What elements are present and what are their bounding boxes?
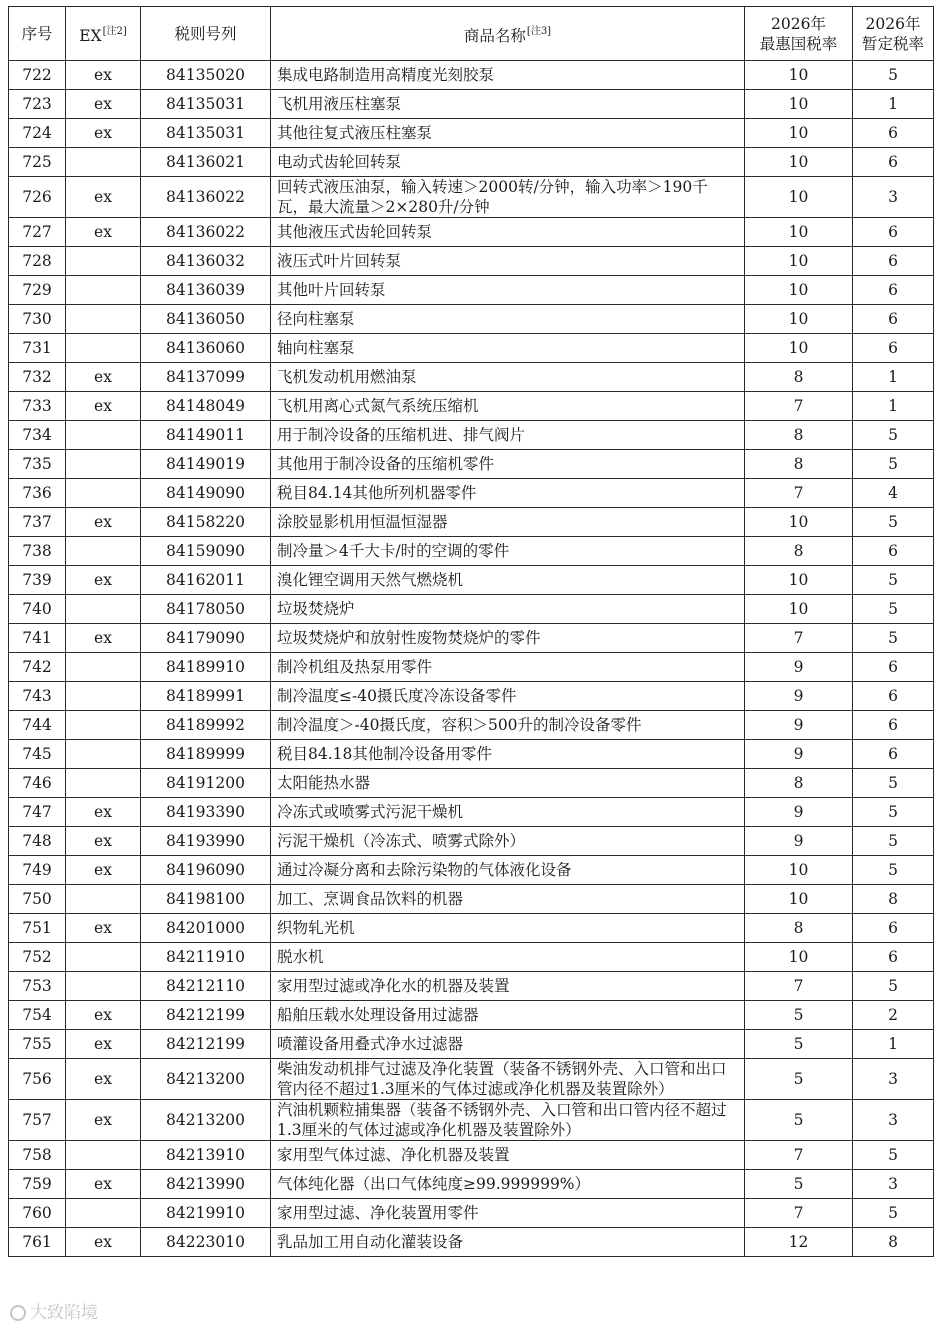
table-row	[9, 1030, 934, 1059]
cell-mfn-rate: 8	[745, 421, 853, 450]
cell-provisional-rate: 2	[853, 1001, 934, 1030]
cell-provisional-rate: 5	[853, 508, 934, 537]
cell-provisional-rate: 4	[853, 479, 934, 508]
cell-product-name: 集成电路制造用高精度光刻胶泵	[271, 61, 745, 90]
cell-mfn-rate: 9	[745, 682, 853, 711]
watermark: 大致陷境	[10, 1300, 170, 1326]
cell-mfn-rate: 10	[745, 218, 853, 247]
cell-seq: 755	[9, 1030, 66, 1059]
cell-mfn-rate: 5	[745, 1059, 853, 1100]
ex-note: [注2]	[102, 25, 127, 37]
cell-product-name: 汽油机颗粒捕集器（装备不锈钢外壳、入口管和出口管内径不超过1.3厘米的气体过滤或净化机器及装置除外）	[271, 1100, 745, 1141]
cell-product-name: 垃圾焚烧炉和放射性废物焚烧炉的零件	[271, 624, 745, 653]
cell-ex: ex	[66, 1059, 141, 1100]
cell-product-name: 乳品加工用自动化灌装设备	[271, 1228, 745, 1257]
table-header-row	[9, 7, 934, 61]
cell-seq: 740	[9, 595, 66, 624]
cell-provisional-rate: 8	[853, 885, 934, 914]
cell-ex	[66, 479, 141, 508]
cell-provisional-rate: 5	[853, 827, 934, 856]
cell-provisional-rate: 5	[853, 769, 934, 798]
cell-product-name: 制冷温度≤-40摄氏度冷冻设备零件	[271, 682, 745, 711]
cell-ex	[66, 247, 141, 276]
cell-tariff-code: 84193990	[141, 827, 271, 856]
cell-provisional-rate: 6	[853, 276, 934, 305]
table-row	[9, 624, 934, 653]
cell-tariff-code: 84135020	[141, 61, 271, 90]
cell-seq: 734	[9, 421, 66, 450]
cell-ex	[66, 769, 141, 798]
cell-mfn-rate: 10	[745, 276, 853, 305]
cell-ex	[66, 653, 141, 682]
table-row	[9, 885, 934, 914]
cell-mfn-rate: 5	[745, 1100, 853, 1141]
cell-seq: 742	[9, 653, 66, 682]
cell-product-name: 液压式叶片回转泵	[271, 247, 745, 276]
table-row	[9, 1001, 934, 1030]
cell-mfn-rate: 9	[745, 740, 853, 769]
cell-ex: ex	[66, 827, 141, 856]
name-note: [注3]	[526, 25, 552, 37]
cell-ex: ex	[66, 363, 141, 392]
cell-product-name: 飞机发动机用燃油泵	[271, 363, 745, 392]
cell-product-name: 垃圾焚烧炉	[271, 595, 745, 624]
cell-seq: 749	[9, 856, 66, 885]
table-row	[9, 566, 934, 595]
cell-product-name: 气体纯化器（出口气体纯度≥99.999999%）	[271, 1170, 745, 1199]
cell-product-name: 税目84.14其他所列机器零件	[271, 479, 745, 508]
cell-provisional-rate: 6	[853, 740, 934, 769]
cell-product-name: 其他叶片回转泵	[271, 276, 745, 305]
cell-ex	[66, 148, 141, 177]
cell-product-name: 加工、烹调食品饮料的机器	[271, 885, 745, 914]
cell-provisional-rate: 5	[853, 1199, 934, 1228]
cell-product-name: 制冷量＞4千大卡/时的空调的零件	[271, 537, 745, 566]
cell-provisional-rate: 5	[853, 421, 934, 450]
cell-tariff-code: 84136032	[141, 247, 271, 276]
cell-product-name: 家用型过滤或净化水的机器及装置	[271, 972, 745, 1001]
cell-seq: 746	[9, 769, 66, 798]
table-row	[9, 450, 934, 479]
cell-seq: 726	[9, 177, 66, 218]
table-row	[9, 1170, 934, 1199]
cell-mfn-rate: 7	[745, 1141, 853, 1170]
cell-tariff-code: 84136060	[141, 334, 271, 363]
cell-seq: 759	[9, 1170, 66, 1199]
cell-product-name: 船舶压载水处理设备用过滤器	[271, 1001, 745, 1030]
cell-ex	[66, 943, 141, 972]
cell-product-name: 溴化锂空调用天然气燃烧机	[271, 566, 745, 595]
cell-ex: ex	[66, 798, 141, 827]
cell-mfn-rate: 10	[745, 148, 853, 177]
cell-mfn-rate: 10	[745, 119, 853, 148]
cell-seq: 754	[9, 1001, 66, 1030]
cell-provisional-rate: 6	[853, 119, 934, 148]
table-row	[9, 972, 934, 1001]
cell-ex: ex	[66, 508, 141, 537]
cell-product-name: 回转式液压油泵，输入转速＞2000转/分钟，输入功率＞190千瓦，最大流量＞2×280升/分钟	[271, 177, 745, 218]
cell-ex: ex	[66, 1001, 141, 1030]
cell-ex	[66, 421, 141, 450]
cell-tariff-code: 84189991	[141, 682, 271, 711]
header-provisional-rate: 2026年 暂定税率	[853, 7, 934, 61]
cell-provisional-rate: 6	[853, 305, 934, 334]
table-row	[9, 711, 934, 740]
table-row	[9, 769, 934, 798]
cell-ex: ex	[66, 119, 141, 148]
cell-provisional-rate: 5	[853, 595, 934, 624]
table-row	[9, 537, 934, 566]
cell-tariff-code: 84212110	[141, 972, 271, 1001]
cell-provisional-rate: 6	[853, 247, 934, 276]
cell-product-name: 其他液压式齿轮回转泵	[271, 218, 745, 247]
cell-tariff-code: 84136050	[141, 305, 271, 334]
cell-product-name: 通过冷凝分离和去除污染物的气体液化设备	[271, 856, 745, 885]
cell-seq: 741	[9, 624, 66, 653]
cell-ex	[66, 682, 141, 711]
cell-provisional-rate: 6	[853, 537, 934, 566]
cell-tariff-code: 84149019	[141, 450, 271, 479]
cell-product-name: 织物轧光机	[271, 914, 745, 943]
cell-ex: ex	[66, 566, 141, 595]
cell-mfn-rate: 5	[745, 1001, 853, 1030]
table-row	[9, 1141, 934, 1170]
cell-product-name: 飞机用液压柱塞泵	[271, 90, 745, 119]
cell-mfn-rate: 10	[745, 508, 853, 537]
cell-seq: 722	[9, 61, 66, 90]
tariff-table	[8, 6, 934, 1257]
table-row	[9, 90, 934, 119]
cell-provisional-rate: 3	[853, 1100, 934, 1141]
cell-mfn-rate: 8	[745, 363, 853, 392]
cell-provisional-rate: 6	[853, 334, 934, 363]
cell-product-name: 其他往复式液压柱塞泵	[271, 119, 745, 148]
cell-tariff-code: 84213200	[141, 1100, 271, 1141]
table-row	[9, 276, 934, 305]
cell-provisional-rate: 6	[853, 682, 934, 711]
cell-product-name: 电动式齿轮回转泵	[271, 148, 745, 177]
cell-ex	[66, 972, 141, 1001]
cell-seq: 748	[9, 827, 66, 856]
cell-provisional-rate: 5	[853, 856, 934, 885]
cell-seq: 758	[9, 1141, 66, 1170]
cell-tariff-code: 84198100	[141, 885, 271, 914]
header-tariff-code: 税则号列	[141, 7, 271, 61]
cell-mfn-rate: 8	[745, 914, 853, 943]
table-row	[9, 740, 934, 769]
cell-seq: 739	[9, 566, 66, 595]
table-row	[9, 421, 934, 450]
cell-product-name: 飞机用离心式氮气系统压缩机	[271, 392, 745, 421]
cell-product-name: 太阳能热水器	[271, 769, 745, 798]
cell-provisional-rate: 1	[853, 363, 934, 392]
cell-mfn-rate: 10	[745, 334, 853, 363]
header-ex: EX[注2]	[66, 7, 141, 61]
cell-seq: 738	[9, 537, 66, 566]
cell-tariff-code: 84213910	[141, 1141, 271, 1170]
cell-provisional-rate: 5	[853, 1141, 934, 1170]
header-seq: 序号	[9, 7, 66, 61]
cell-provisional-rate: 6	[853, 653, 934, 682]
cell-tariff-code: 84162011	[141, 566, 271, 595]
cell-tariff-code: 84136022	[141, 218, 271, 247]
cell-ex	[66, 450, 141, 479]
cell-seq: 753	[9, 972, 66, 1001]
table-body	[9, 61, 934, 1257]
table-row	[9, 914, 934, 943]
cell-tariff-code: 84193390	[141, 798, 271, 827]
cell-provisional-rate: 3	[853, 1059, 934, 1100]
cell-provisional-rate: 6	[853, 148, 934, 177]
cell-tariff-code: 84136021	[141, 148, 271, 177]
table-row	[9, 508, 934, 537]
cell-tariff-code: 84149090	[141, 479, 271, 508]
table-row	[9, 943, 934, 972]
cell-seq: 745	[9, 740, 66, 769]
cell-mfn-rate: 9	[745, 653, 853, 682]
table-row	[9, 479, 934, 508]
cell-provisional-rate: 6	[853, 914, 934, 943]
cell-tariff-code: 84178050	[141, 595, 271, 624]
cell-tariff-code: 84211910	[141, 943, 271, 972]
table-row	[9, 392, 934, 421]
cell-product-name: 脱水机	[271, 943, 745, 972]
cell-seq: 723	[9, 90, 66, 119]
table-row	[9, 177, 934, 218]
cell-product-name: 柴油发动机排气过滤及净化装置（装备不锈钢外壳、入口管和出口管内径不超过1.3厘米的气体过滤或净化机器及装置除外）	[271, 1059, 745, 1100]
cell-ex: ex	[66, 218, 141, 247]
cell-product-name: 税目84.18其他制冷设备用零件	[271, 740, 745, 769]
cell-provisional-rate: 1	[853, 1030, 934, 1059]
cell-seq: 724	[9, 119, 66, 148]
cell-tariff-code: 84158220	[141, 508, 271, 537]
cell-seq: 752	[9, 943, 66, 972]
cell-tariff-code: 84189999	[141, 740, 271, 769]
cell-product-name: 用于制冷设备的压缩机进、排气阀片	[271, 421, 745, 450]
cell-seq: 735	[9, 450, 66, 479]
cell-seq: 757	[9, 1100, 66, 1141]
cell-seq: 747	[9, 798, 66, 827]
cell-tariff-code: 84196090	[141, 856, 271, 885]
cell-seq: 729	[9, 276, 66, 305]
cell-tariff-code: 84159090	[141, 537, 271, 566]
header-product-name: 商品名称[注3]	[271, 7, 745, 61]
cell-provisional-rate: 6	[853, 711, 934, 740]
cell-mfn-rate: 9	[745, 711, 853, 740]
cell-provisional-rate: 6	[853, 218, 934, 247]
cell-ex	[66, 1141, 141, 1170]
table-row	[9, 61, 934, 90]
cell-provisional-rate: 5	[853, 566, 934, 595]
cell-seq: 732	[9, 363, 66, 392]
cell-ex: ex	[66, 1170, 141, 1199]
cell-seq: 751	[9, 914, 66, 943]
cell-mfn-rate: 7	[745, 624, 853, 653]
cell-ex: ex	[66, 856, 141, 885]
cell-tariff-code: 84191200	[141, 769, 271, 798]
cell-tariff-code: 84137099	[141, 363, 271, 392]
table-row	[9, 595, 934, 624]
cell-provisional-rate: 1	[853, 90, 934, 119]
cell-seq: 727	[9, 218, 66, 247]
cell-ex: ex	[66, 1228, 141, 1257]
cell-seq: 761	[9, 1228, 66, 1257]
cell-product-name: 涂胶显影机用恒温恒湿器	[271, 508, 745, 537]
table-row	[9, 1199, 934, 1228]
cell-provisional-rate: 5	[853, 450, 934, 479]
cell-product-name: 污泥干燥机（冷冻式、喷雾式除外）	[271, 827, 745, 856]
table-row	[9, 334, 934, 363]
table-row	[9, 827, 934, 856]
cell-tariff-code: 84212199	[141, 1030, 271, 1059]
cell-ex: ex	[66, 177, 141, 218]
cell-provisional-rate: 6	[853, 943, 934, 972]
cell-seq: 736	[9, 479, 66, 508]
table-row	[9, 1228, 934, 1257]
cell-ex: ex	[66, 90, 141, 119]
cell-tariff-code: 84136022	[141, 177, 271, 218]
cell-product-name: 喷灌设备用叠式净水过滤器	[271, 1030, 745, 1059]
cell-ex	[66, 276, 141, 305]
cell-seq: 730	[9, 305, 66, 334]
table-row	[9, 653, 934, 682]
cell-tariff-code: 84213990	[141, 1170, 271, 1199]
cell-seq: 728	[9, 247, 66, 276]
cell-mfn-rate: 10	[745, 885, 853, 914]
cell-seq: 756	[9, 1059, 66, 1100]
table-row	[9, 148, 934, 177]
cell-tariff-code: 84136039	[141, 276, 271, 305]
cell-product-name: 径向柱塞泵	[271, 305, 745, 334]
cell-mfn-rate: 10	[745, 856, 853, 885]
cell-tariff-code: 84189910	[141, 653, 271, 682]
table-row	[9, 1100, 934, 1141]
cell-product-name: 冷冻式或喷雾式污泥干燥机	[271, 798, 745, 827]
cell-mfn-rate: 9	[745, 798, 853, 827]
cell-mfn-rate: 8	[745, 769, 853, 798]
cell-mfn-rate: 8	[745, 537, 853, 566]
table-row	[9, 856, 934, 885]
cell-mfn-rate: 8	[745, 450, 853, 479]
table-row	[9, 363, 934, 392]
header-mfn-rate: 2026年 最惠国税率	[745, 7, 853, 61]
cell-mfn-rate: 10	[745, 177, 853, 218]
cell-ex: ex	[66, 1100, 141, 1141]
cell-product-name: 家用型过滤、净化装置用零件	[271, 1199, 745, 1228]
cell-tariff-code: 84223010	[141, 1228, 271, 1257]
cell-ex: ex	[66, 1030, 141, 1059]
cell-provisional-rate: 3	[853, 1170, 934, 1199]
cell-tariff-code: 84148049	[141, 392, 271, 421]
cell-mfn-rate: 12	[745, 1228, 853, 1257]
cell-mfn-rate: 10	[745, 61, 853, 90]
cell-product-name: 制冷机组及热泵用零件	[271, 653, 745, 682]
cell-seq: 744	[9, 711, 66, 740]
table-row	[9, 305, 934, 334]
cell-seq: 725	[9, 148, 66, 177]
cell-tariff-code: 84179090	[141, 624, 271, 653]
cell-ex	[66, 334, 141, 363]
cell-ex	[66, 305, 141, 334]
cell-tariff-code: 84213200	[141, 1059, 271, 1100]
cell-provisional-rate: 5	[853, 972, 934, 1001]
cell-tariff-code: 84189992	[141, 711, 271, 740]
table-row	[9, 1059, 934, 1100]
cell-mfn-rate: 10	[745, 305, 853, 334]
cell-mfn-rate: 7	[745, 972, 853, 1001]
cell-tariff-code: 84219910	[141, 1199, 271, 1228]
cell-tariff-code: 84149011	[141, 421, 271, 450]
cell-provisional-rate: 3	[853, 177, 934, 218]
cell-mfn-rate: 7	[745, 392, 853, 421]
cell-seq: 737	[9, 508, 66, 537]
table-row	[9, 798, 934, 827]
cell-tariff-code: 84135031	[141, 90, 271, 119]
table-row	[9, 218, 934, 247]
cell-ex	[66, 740, 141, 769]
table-row	[9, 682, 934, 711]
cell-mfn-rate: 7	[745, 479, 853, 508]
cell-provisional-rate: 8	[853, 1228, 934, 1257]
cell-mfn-rate: 10	[745, 595, 853, 624]
cell-ex: ex	[66, 914, 141, 943]
cell-mfn-rate: 5	[745, 1170, 853, 1199]
cell-product-name: 轴向柱塞泵	[271, 334, 745, 363]
cell-seq: 760	[9, 1199, 66, 1228]
cell-tariff-code: 84212199	[141, 1001, 271, 1030]
cell-mfn-rate: 9	[745, 827, 853, 856]
cell-ex	[66, 885, 141, 914]
cell-mfn-rate: 10	[745, 90, 853, 119]
cell-tariff-code: 84135031	[141, 119, 271, 148]
cell-mfn-rate: 10	[745, 247, 853, 276]
cell-product-name: 家用型气体过滤、净化机器及装置	[271, 1141, 745, 1170]
cell-ex	[66, 711, 141, 740]
cell-provisional-rate: 5	[853, 61, 934, 90]
cell-ex: ex	[66, 624, 141, 653]
cell-seq: 750	[9, 885, 66, 914]
cell-provisional-rate: 1	[853, 392, 934, 421]
cell-provisional-rate: 5	[853, 624, 934, 653]
cell-ex	[66, 537, 141, 566]
table-row	[9, 119, 934, 148]
cell-mfn-rate: 7	[745, 1199, 853, 1228]
cell-tariff-code: 84201000	[141, 914, 271, 943]
cell-seq: 743	[9, 682, 66, 711]
cell-seq: 733	[9, 392, 66, 421]
table-row	[9, 247, 934, 276]
cell-mfn-rate: 5	[745, 1030, 853, 1059]
cell-ex	[66, 1199, 141, 1228]
watermark-logo-icon	[10, 1305, 26, 1321]
cell-product-name: 其他用于制冷设备的压缩机零件	[271, 450, 745, 479]
cell-ex	[66, 595, 141, 624]
cell-ex: ex	[66, 392, 141, 421]
cell-mfn-rate: 10	[745, 943, 853, 972]
cell-mfn-rate: 10	[745, 566, 853, 595]
cell-provisional-rate: 5	[853, 798, 934, 827]
cell-seq: 731	[9, 334, 66, 363]
cell-ex: ex	[66, 61, 141, 90]
cell-product-name: 制冷温度＞-40摄氏度，容积＞500升的制冷设备零件	[271, 711, 745, 740]
